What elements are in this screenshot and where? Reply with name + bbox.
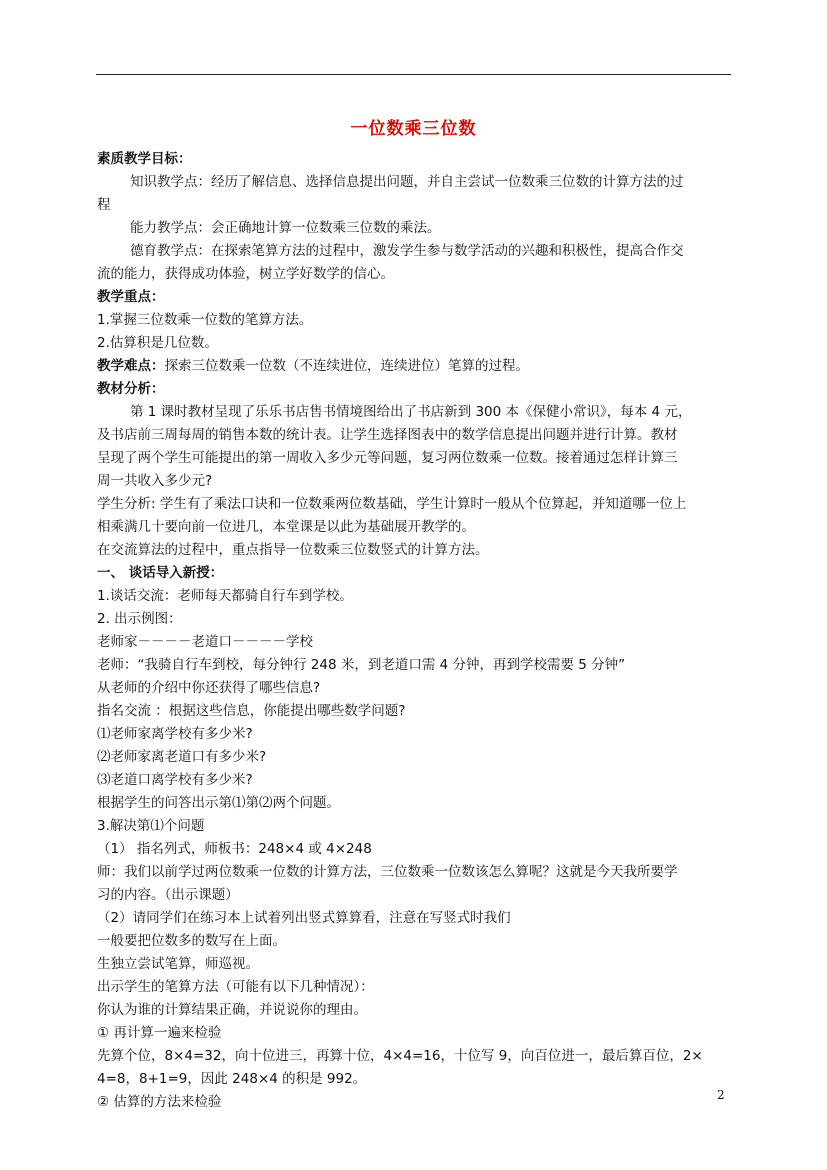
text-line: 在交流算法的过程中，重点指导一位数乘三位数竖式的计算方法。 bbox=[97, 542, 489, 558]
text-line: 根据学生的问答出示第⑴第⑵两个问题。 bbox=[97, 795, 340, 811]
text-line: ② 估算的方法来检验 bbox=[97, 1094, 222, 1110]
text-line: 2.估算积是几位数。 bbox=[97, 335, 218, 351]
text-line: 你认为谁的计算结果正确，并说说你的理由。 bbox=[97, 1002, 367, 1018]
text-line: 流的能力，获得成功体验，树立学好数学的信心。 bbox=[97, 266, 394, 282]
text-line: ⑴老师家离学校有多少米? bbox=[97, 726, 253, 742]
text-line: 周一共收入多少元? bbox=[97, 473, 213, 489]
text-line: （1） 指名列式，师板书：248×4 或 4×248 bbox=[97, 841, 372, 857]
line-heading: 教学难点： bbox=[97, 358, 165, 374]
text-line: 生独立尝试笔算，师巡视。 bbox=[97, 956, 259, 972]
text-line: ① 再计算一遍来检验 bbox=[97, 1025, 222, 1041]
text-line: 从老师的介绍中你还获得了哪些信息? bbox=[97, 680, 321, 696]
text-line: 相乘满几十要向前一位进几，本堂课是以此为基础展开教学的。 bbox=[97, 519, 475, 535]
document-body bbox=[97, 148, 731, 1114]
text-line: 4=8，8+1=9，因此 248×4 的积是 992。 bbox=[97, 1071, 367, 1087]
text-line: 及书店前三周每周的销售本数的统计表。让学生选择图表中的数学信息提出问题并进行计算。教材 bbox=[97, 427, 678, 443]
text-line: 出示学生的笔算方法（可能有以下几种情况）： bbox=[97, 979, 374, 995]
text-line: 一、 谈话导入新授： bbox=[97, 565, 224, 581]
text-line: 教学重点： bbox=[97, 289, 165, 305]
text-line: 1.谈话交流：老师每天都骑自行车到学校。 bbox=[97, 588, 353, 604]
text-line: 师：我们以前学过两位数乘一位数的计算方法，三位数乘一位数该怎么算呢？这就是今天我所要学 bbox=[97, 864, 678, 880]
text-line: ⑵老师家离老道口有多少米? bbox=[97, 749, 267, 765]
text-line: 知识教学点：经历了解信息、选择信息提出问题，并自主尝试一位数乘三位数的计算方法的过 bbox=[130, 174, 684, 190]
text-line bbox=[97, 355, 731, 378]
text-line: 先算个位，8×4=32，向十位进三，再算十位，4×4=16，十位写 9，向百位进一，最后算百位，2× bbox=[97, 1048, 703, 1064]
text-line: 1.掌握三位数乘一位数的笔算方法。 bbox=[97, 312, 313, 328]
page-number: 2 bbox=[717, 1088, 725, 1102]
text-line: 能力教学点：会正确地计算一位数乘三位数的乘法。 bbox=[130, 220, 441, 236]
text-line: 教材分析： bbox=[97, 381, 165, 397]
header-rule bbox=[96, 74, 731, 75]
text-line: 习的内容。（出示课题） bbox=[97, 887, 239, 903]
text-line: 程 bbox=[97, 197, 111, 213]
text-line: 老师家－－－－老道口－－－－学校 bbox=[97, 634, 313, 650]
text-line: 3.解决第⑴个问题 bbox=[97, 818, 205, 834]
text-line: 呈现了两个学生可能提出的第一周收入多少元等问题，复习两位数乘一位数。接着通过怎样计算三 bbox=[97, 450, 678, 466]
text-line: 老师：“我骑自行车到校，每分钟行 248 米，到老道口需 4 分钟，再到学校需要 5 分钟” bbox=[97, 657, 626, 673]
text-line: ⑶老道口离学校有多少米? bbox=[97, 772, 253, 788]
text-line: 素质教学目标： bbox=[97, 151, 192, 167]
text-line: 第 1 课时教材呈现了乐乐书店售书情境图给出了书店新到 300 本《保健小常识》，每本 4 元， bbox=[130, 404, 692, 420]
text-line: 指名交流 ：根据这些信息，你能提出哪些数学问题? bbox=[97, 703, 406, 719]
text-line: 2. 出示例图： bbox=[97, 611, 182, 627]
text-line: （2）请同学们在练习本上试着列出竖式算算看，注意在写竖式时我们 bbox=[97, 910, 511, 926]
text-line: 学生分析: 学生有了乘法口诀和一位数乘两位数基础，学生计算时一般从个位算起，并知道哪一位上 bbox=[97, 496, 687, 512]
text-line: 一般要把位数多的数写在上面。 bbox=[97, 933, 286, 949]
line-text: 探索三位数乘一位数（不连续进位，连续进位）笔算的过程。 bbox=[164, 358, 529, 374]
document-title: 一位数乘三位数 bbox=[350, 119, 477, 139]
text-line: 德育教学点：在探索笔算方法的过程中，激发学生参与数学活动的兴趣和积极性，提高合作交 bbox=[130, 243, 684, 259]
